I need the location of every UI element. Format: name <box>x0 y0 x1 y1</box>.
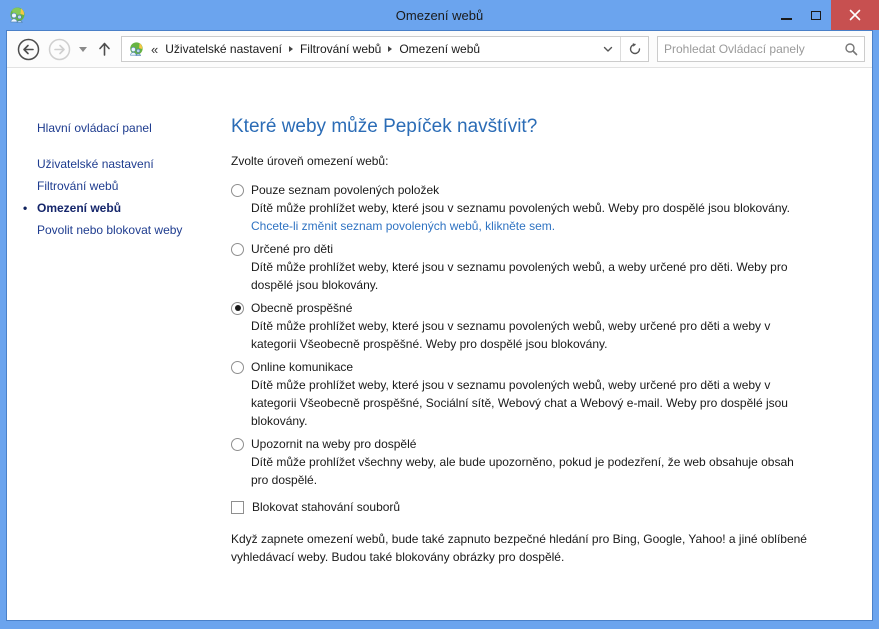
refresh-icon <box>628 42 642 56</box>
sidebar-item-label: Uživatelské nastavení <box>37 157 154 171</box>
block-downloads-option[interactable] <box>231 500 857 514</box>
option-obecne-prospesne <box>231 299 857 353</box>
breadcrumb-item-uzivatelske-nastaveni[interactable]: Uživatelské nastavení <box>165 42 282 56</box>
up-arrow-icon <box>97 41 112 57</box>
radio-label: Pouze seznam povolených položek <box>251 183 440 197</box>
option-urcene-pro-deti <box>231 240 857 294</box>
title-bar <box>0 0 879 30</box>
option-description: Dítě může prohlížet weby, které jsou v seznamu povolených webů, weby určené pro děti a weby v kategorii Všeobecně prospěšné, Sociální sítě, Webový chat a Webový e-mail. Weby pro dospělé jsou blokovány. <box>251 378 788 428</box>
recent-pages-dropdown[interactable] <box>79 47 87 52</box>
restriction-level-label: Zvolte úroveň omezení webů: <box>231 154 389 168</box>
radio-icon[interactable] <box>231 184 244 197</box>
radio-icon[interactable] <box>231 361 244 374</box>
sidebar-item-label: Filtrování webů <box>37 179 119 193</box>
chevron-down-icon <box>603 46 613 53</box>
sidebar-item-omezeni-webu[interactable] <box>23 200 182 216</box>
family-safety-icon-small <box>128 41 144 57</box>
radio-label: Online komunikace <box>251 360 354 374</box>
window-controls <box>771 0 879 30</box>
address-bar[interactable] <box>121 36 649 62</box>
page-content <box>7 68 872 620</box>
window-title: Omezení webů <box>395 7 484 23</box>
sidebar-item-uzivatelske-nastaveni[interactable] <box>37 156 182 172</box>
radio-label: Určené pro děti <box>251 242 334 256</box>
sidebar-item-label: Hlavní ovládací panel <box>37 121 152 135</box>
option-description: Dítě může prohlížet weby, které jsou v seznamu povolených webů, weby určené pro děti a weby v kategorii Všeobecně prospěšné. Weby pro dospělé jsou blokovány. <box>251 319 771 351</box>
back-arrow-icon <box>17 38 40 61</box>
page-title: Které weby může Pepíček navštívit? <box>231 116 538 137</box>
sidebar-item-hlavni-ovladaci-panel[interactable] <box>37 120 182 136</box>
option-upozornit-na-weby-pro-dospele <box>231 435 857 489</box>
maximize-icon <box>811 11 821 20</box>
checkbox-icon[interactable] <box>231 501 244 514</box>
close-icon <box>849 9 861 21</box>
option-description: Dítě může prohlížet weby, které jsou v seznamu povolených webů. Weby pro dospělé jsou blokovány. <box>251 201 790 215</box>
checkbox-label: Blokovat stahování souborů <box>252 500 401 514</box>
maximize-button[interactable] <box>801 0 831 30</box>
address-dropdown-button[interactable] <box>596 37 620 61</box>
radio-option[interactable] <box>231 435 857 453</box>
forward-button[interactable] <box>48 38 71 61</box>
option-online-komunikace <box>231 358 857 430</box>
radio-option[interactable] <box>231 299 857 317</box>
radio-icon[interactable] <box>231 243 244 256</box>
window-body <box>6 30 873 621</box>
breadcrumb-item-omezeni-webu[interactable]: Omezení webů <box>399 42 481 56</box>
forward-arrow-icon <box>48 38 71 61</box>
breadcrumb-item-filtrovani-webu[interactable]: Filtrování webů <box>299 42 382 56</box>
navigation-toolbar <box>7 31 872 68</box>
sidebar-item-label: Povolit nebo blokovat weby <box>37 223 183 237</box>
radio-icon[interactable] <box>231 302 244 315</box>
sidebar-item-label: Omezení webů <box>37 201 122 215</box>
radio-label: Upozornit na weby pro dospělé <box>251 437 417 451</box>
radio-option[interactable] <box>231 240 857 258</box>
active-bullet-icon: • <box>23 201 28 215</box>
breadcrumb <box>122 41 596 57</box>
option-description: Dítě může prohlížet weby, které jsou v seznamu povolených webů, a weby určené pro děti. Weby pro dospělé jsou blokovány. <box>251 260 788 292</box>
radio-option[interactable] <box>231 358 857 376</box>
refresh-button[interactable] <box>620 37 648 61</box>
close-button[interactable] <box>831 0 879 30</box>
breadcrumb-overflow[interactable]: « <box>151 41 159 57</box>
radio-option[interactable] <box>231 181 857 199</box>
breadcrumb-separator-icon <box>289 46 293 52</box>
search-input[interactable] <box>664 42 844 56</box>
search-box[interactable] <box>657 36 865 62</box>
safe-search-note: Když zapnete omezení webů, bude také zapnuto bezpečné hledání pro Bing, Google, Yahoo! a jiné oblíbené vyhledávací weby. Budou také blokovány obrázky pro dospělé. <box>231 532 807 564</box>
option-description: Dítě může prohlížet všechny weby, ale bude upozorněno, pokud je podezření, že web obsahuje obsah pro dospělé. <box>251 455 794 487</box>
minimize-button[interactable] <box>771 0 801 30</box>
up-button[interactable] <box>95 41 113 57</box>
option-pouze-seznam-povolenych-polozek <box>231 181 857 235</box>
sidebar-item-filtrovani-webu[interactable] <box>37 178 182 194</box>
minimize-icon <box>781 18 792 20</box>
edit-allow-list-link[interactable]: Chcete-li změnit seznam povolených webů, klikněte sem. <box>251 219 556 233</box>
sidebar <box>23 120 183 244</box>
sidebar-item-povolit-nebo-blokovat-weby[interactable] <box>37 222 182 238</box>
back-button[interactable] <box>17 38 40 61</box>
radio-icon[interactable] <box>231 438 244 451</box>
search-icon[interactable] <box>844 42 858 56</box>
breadcrumb-separator-icon <box>388 46 392 52</box>
radio-label: Obecně prospěšné <box>251 301 353 315</box>
main-panel <box>231 116 857 566</box>
